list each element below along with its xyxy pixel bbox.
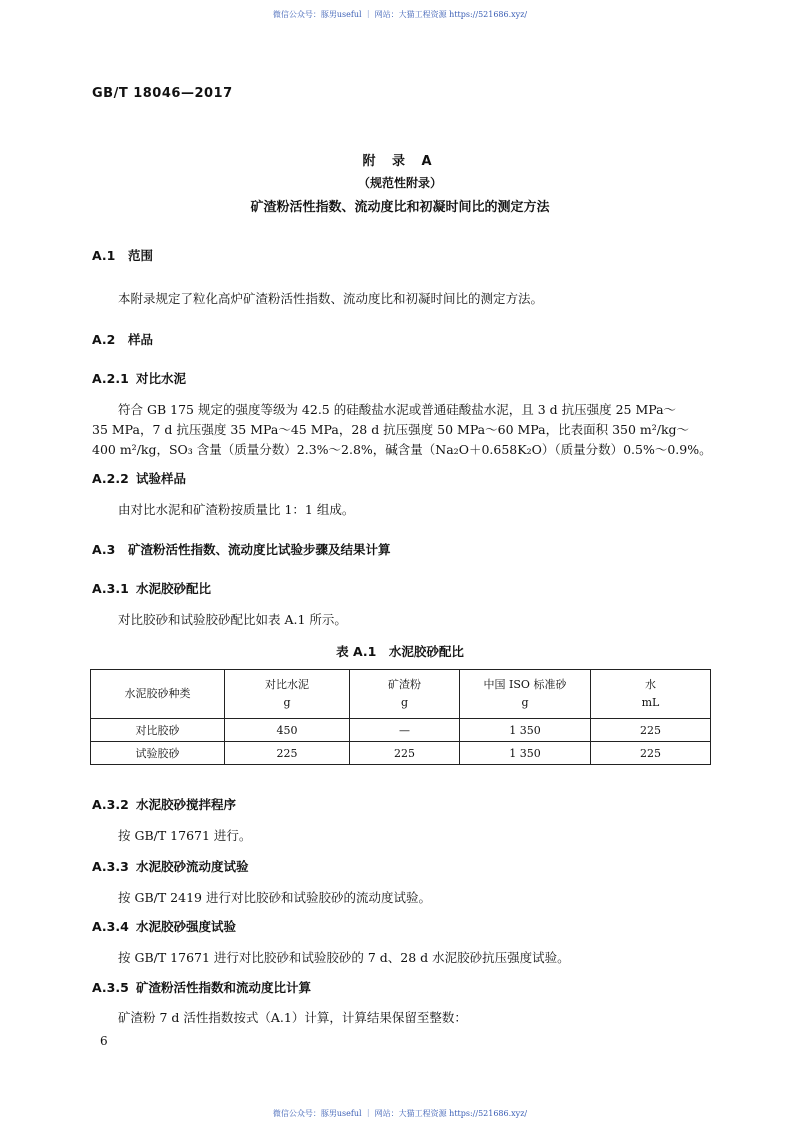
section-a35-heading xyxy=(92,978,311,996)
table-header-cell xyxy=(91,670,225,719)
table-cell: 1 350 xyxy=(460,719,591,742)
section-title: 试验样品 xyxy=(136,471,187,486)
section-number: A.2 xyxy=(92,332,116,347)
section-a34-heading xyxy=(92,917,236,935)
table-row xyxy=(91,719,711,742)
table-cell: 225 xyxy=(350,742,460,765)
section-a31-text: 对比胶砂和试验胶砂配比如表 A.1 所示。 xyxy=(118,612,347,627)
header-name: 水泥胶砂种类 xyxy=(124,687,191,700)
table-header-cell xyxy=(350,670,460,719)
table-header-cell xyxy=(460,670,591,719)
section-a31-heading xyxy=(92,579,211,597)
section-a33-heading xyxy=(92,857,249,875)
section-a21-heading xyxy=(92,369,186,387)
section-number: A.3.1 xyxy=(92,581,129,596)
section-a2-heading xyxy=(92,330,153,348)
section-a21-line2: 35 MPa，7 d 抗压强度 35 MPa～45 MPa，28 d 抗压强度 50 MPa～60 MPa，比表面积 350 m²/kg～ xyxy=(92,422,690,437)
table-row xyxy=(91,742,711,765)
header-name: 中国 ISO 标准砂 xyxy=(483,678,567,691)
section-a22-heading xyxy=(92,469,186,487)
table-header-row xyxy=(91,670,711,719)
section-title: 水泥胶砂强度试验 xyxy=(136,919,237,934)
section-number: A.3 xyxy=(92,542,116,557)
section-number: A.3.5 xyxy=(92,980,129,995)
section-title: 样品 xyxy=(128,332,154,347)
section-a1-text: 本附录规定了粒化高炉矿渣粉活性指数、流动度比和初凝时间比的测定方法。 xyxy=(118,291,544,306)
annex-type: （规范性附录） xyxy=(357,176,442,190)
section-a22-text: 由对比水泥和矿渣粉按质量比 1：1 组成。 xyxy=(118,502,355,517)
section-a21-line1: 符合 GB 175 规定的强度等级为 42.5 的硅酸盐水泥或普通硅酸盐水泥，且 3 d 抗压强度 25 MPa～ xyxy=(118,402,677,417)
section-a35-text: 矿渣粉 7 d 活性指数按式（A.1）计算，计算结果保留至整数： xyxy=(118,1010,467,1025)
section-title: 矿渣粉活性指数、流动度比试验步骤及结果计算 xyxy=(128,542,391,557)
section-number: A.3.4 xyxy=(92,919,129,934)
section-a32-heading xyxy=(92,795,236,813)
section-title: 范围 xyxy=(128,248,154,263)
section-title: 对比水泥 xyxy=(136,371,187,386)
table-cell: 450 xyxy=(225,719,350,742)
header-name: 水 xyxy=(645,678,656,691)
section-title: 水泥胶砂配比 xyxy=(136,581,212,596)
table-caption: 表 A.1 水泥胶砂配比 xyxy=(336,644,464,659)
table-cell: 225 xyxy=(225,742,350,765)
table-cell: — xyxy=(350,719,460,742)
header-unit: g xyxy=(400,696,409,709)
section-a32-text: 按 GB/T 17671 进行。 xyxy=(118,828,252,843)
section-number: A.3.2 xyxy=(92,797,129,812)
table-header-cell xyxy=(225,670,350,719)
header-unit: mL xyxy=(641,696,660,709)
section-title: 水泥胶砂流动度试验 xyxy=(136,859,249,874)
table-cell: 225 xyxy=(591,719,711,742)
section-number: A.3.3 xyxy=(92,859,129,874)
annex-name: 矿渣粉活性指数、流动度比和初凝时间比的测定方法 xyxy=(250,200,550,215)
section-title: 水泥胶砂搅拌程序 xyxy=(136,797,237,812)
section-a21-line3: 400 m²/kg，SO₃ 含量（质量分数）2.3%～2.8%，碱含量（Na₂O＋0.658K₂O）（质量分数）0.5%～0.9%。 xyxy=(92,442,712,457)
section-title: 矿渣粉活性指数和流动度比计算 xyxy=(136,980,312,995)
page-number: 6 xyxy=(100,1034,108,1048)
header-unit: g xyxy=(521,696,529,709)
table-cell: 225 xyxy=(591,742,711,765)
table-cell: 对比胶砂 xyxy=(91,719,225,742)
table-header-cell xyxy=(591,670,711,719)
watermark-bottom: 微信公众号：豚男useful ｜ 网站：大猫工程资源 https://521686.xyz/ xyxy=(272,1109,528,1118)
table-cell: 试验胶砂 xyxy=(91,742,225,765)
section-a34-text: 按 GB/T 17671 进行对比胶砂和试验胶砂的 7 d、28 d 水泥胶砂抗压强度试验。 xyxy=(118,950,570,965)
header-unit: g xyxy=(283,696,291,709)
standard-code: GB/T 18046—2017 xyxy=(92,86,233,101)
section-a33-text: 按 GB/T 2419 进行对比胶砂和试验胶砂的流动度试验。 xyxy=(118,890,431,905)
section-a1-heading xyxy=(92,246,153,264)
mix-proportion-table xyxy=(90,669,711,765)
annex-title: 附 录 A xyxy=(362,154,438,169)
section-number: A.2.2 xyxy=(92,471,129,486)
table-cell: 1 350 xyxy=(460,742,591,765)
section-number: A.2.1 xyxy=(92,371,129,386)
watermark-top: 微信公众号：豚男useful ｜ 网站：大猫工程资源 https://521686.xyz/ xyxy=(272,10,528,19)
header-name: 对比水泥 xyxy=(265,678,309,691)
section-a3-heading xyxy=(92,540,391,558)
section-number: A.1 xyxy=(92,248,116,263)
header-name: 矿渣粉 xyxy=(388,678,421,691)
